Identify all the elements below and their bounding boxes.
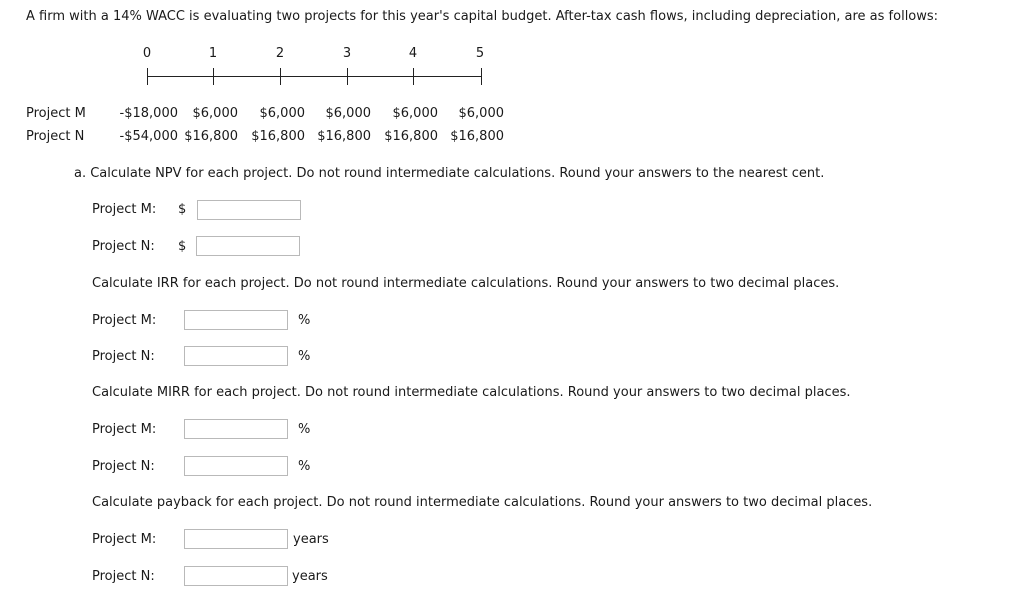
payback-m-label: Project M: [92,532,157,547]
payback-m-input[interactable] [184,529,288,549]
payback-n-label: Project N: [92,569,155,584]
period-label-3: 3 [342,46,352,61]
project-n-label: Project N [26,129,85,144]
irr-instruction: Calculate IRR for each project. Do not round intermediate calculations. Round your answers to two decimal places. [92,276,840,291]
period-label-4: 4 [408,46,418,61]
cash-flow-cell: -$54,000 [119,129,178,144]
cash-flow-cell: $6,000 [192,106,238,121]
irr-n-input[interactable] [184,346,288,366]
timeline-tick [347,68,348,85]
payback-instruction: Calculate payback for each project. Do not round intermediate calculations. Round your answers to two decimal places. [92,495,873,510]
cash-flow-cell: $6,000 [259,106,305,121]
mirr-n-label: Project N: [92,459,155,474]
timeline-tick [147,68,148,85]
cash-flow-cell: $16,800 [317,129,371,144]
timeline-tick [280,68,281,85]
percent-unit: % [298,459,311,474]
irr-m-label: Project M: [92,313,157,328]
cash-flow-cell: $6,000 [392,106,438,121]
years-unit: years [293,532,329,547]
period-label-2: 2 [275,46,285,61]
mirr-m-input[interactable] [184,419,288,439]
period-label-0: 0 [142,46,152,61]
period-label-5: 5 [475,46,485,61]
npv-n-label: Project N: [92,239,155,254]
irr-m-input[interactable] [184,310,288,330]
npv-m-input[interactable] [197,200,301,220]
timeline-axis [147,76,482,77]
mirr-n-input[interactable] [184,456,288,476]
timeline-tick [213,68,214,85]
currency-symbol: $ [178,239,187,254]
period-label-1: 1 [208,46,218,61]
cash-flow-cell: $16,800 [251,129,305,144]
npv-instruction: a. Calculate NPV for each project. Do not round intermediate calculations. Round your answers to the nearest cent. [74,166,825,181]
project-m-label: Project M [26,106,86,121]
irr-n-label: Project N: [92,349,155,364]
cash-flow-cell: $6,000 [458,106,504,121]
timeline-tick [413,68,414,85]
years-unit: years [292,569,328,584]
problem-intro: A firm with a 14% WACC is evaluating two projects for this year's capital budget. After-tax cash flows, including depreciation, are as follows: [26,9,939,24]
mirr-instruction: Calculate MIRR for each project. Do not round intermediate calculations. Round your answers to two decimal places. [92,385,851,400]
project-n-row [0,129,600,145]
percent-unit: % [298,349,311,364]
cash-flow-cell: $16,800 [450,129,504,144]
currency-symbol: $ [178,202,187,217]
cash-flow-cell: $16,800 [384,129,438,144]
percent-unit: % [298,313,311,328]
timeline-tick [481,68,482,85]
percent-unit: % [298,422,311,437]
cash-flow-cell: -$18,000 [119,106,178,121]
mirr-m-label: Project M: [92,422,157,437]
payback-n-input[interactable] [184,566,288,586]
npv-n-input[interactable] [196,236,300,256]
cash-flow-cell: $16,800 [184,129,238,144]
npv-m-label: Project M: [92,202,157,217]
project-m-row [0,106,600,122]
cash-flow-cell: $6,000 [325,106,371,121]
